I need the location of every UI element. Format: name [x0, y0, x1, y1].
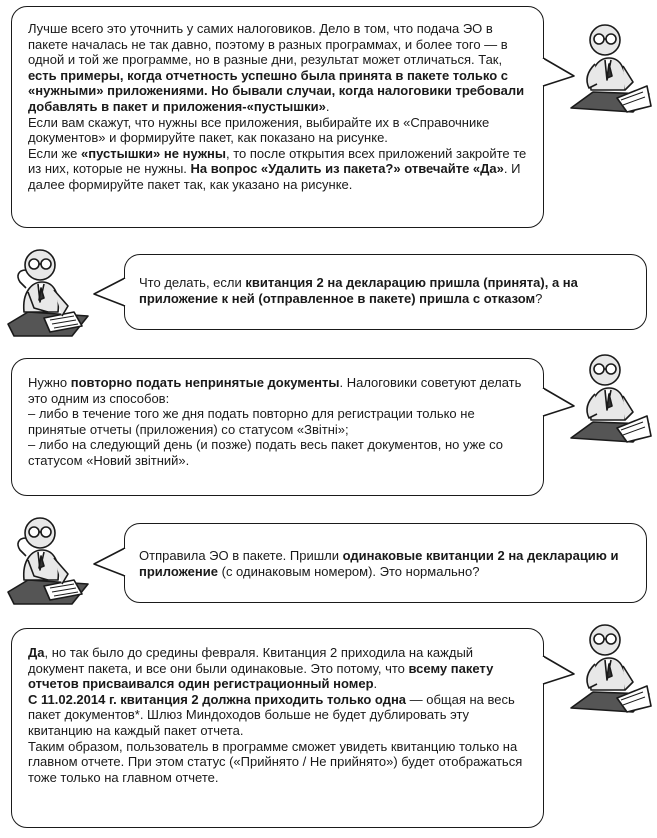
paragraph	[28, 146, 527, 193]
text-segment: , то после открытия всех приложений закройте те из них, которые не нужны.	[28, 145, 527, 177]
speech-bubble-5	[11, 628, 544, 828]
consultant-figure-icon	[563, 620, 653, 716]
paragraph	[28, 739, 527, 786]
bold-text: всему пакету отчетов присваивался один регистрационный номер	[28, 660, 494, 692]
bold-text: повторно подать непринятые документы	[70, 375, 340, 390]
bold-text: есть примеры, когда отчетность успешно была принята в пакете только с «нужными» приложениями. Но бывали случаи, когда налоговики требовали добавлять в пакет и приложения-«пустышки»	[28, 67, 525, 114]
paragraph	[28, 21, 527, 115]
consultant-figure-icon	[563, 20, 653, 116]
bold-text: Да	[28, 645, 45, 660]
bubble-4-tail	[88, 540, 128, 590]
speech-bubble-2	[124, 254, 647, 330]
speech-bubble-1	[11, 6, 544, 228]
bold-text: На вопрос «Удалить из пакета?» отвечайте «Да»	[190, 161, 504, 177]
text-segment: – либо на следующий день (и позже) подать весь пакет документов, но уже со статусом «Новий звітний».	[28, 437, 504, 468]
text-segment: — общая на весь пакет документов*. Шлюз Миндоходов больше не будет дублировать эту квитанцию на каждый пакет отчета.	[28, 691, 515, 738]
text-segment: Нужно	[28, 375, 71, 390]
text-segment: , но так было до средины февраля. Квитанция 2 приходила на каждый документ пакета, и все они были одинаковые. Это потому, что	[28, 645, 474, 676]
user-figure-icon	[4, 514, 94, 610]
paragraph	[28, 645, 527, 692]
bubble-3-text	[28, 375, 527, 469]
text-segment: . Налоговики советуют делать это одним из способов:	[28, 375, 522, 406]
text-segment: (с одинаковым номером). Это нормально?	[218, 563, 480, 579]
paragraph	[28, 437, 527, 468]
bubble-2-text	[139, 275, 628, 306]
bold-text: одинаковые квитанции 2 на декларацию и приложение	[139, 548, 619, 579]
bubble-5-text	[28, 645, 527, 785]
bubble-4-text	[139, 548, 628, 579]
text-segment: Что делать, если	[139, 275, 246, 290]
text-segment: .	[373, 676, 378, 692]
speech-bubble-3	[11, 358, 544, 496]
text-segment: Если вам скажут, что нужны все приложения, выбирайте их в «Справочнике документов» и формируйте пакет, как показано на рисунке.	[28, 114, 490, 146]
user-figure-icon	[4, 246, 94, 342]
bubble-1-text	[28, 21, 527, 193]
consultant-figure-icon	[563, 350, 653, 446]
paragraph	[28, 115, 527, 146]
bold-text: квитанция 2 на декларацию пришла (принята), а на приложение к ней (отправленное в пакете) пришла с отказом	[139, 275, 578, 306]
paragraph	[139, 275, 628, 306]
text-segment: Если же	[28, 145, 82, 161]
text-segment: ?	[535, 290, 543, 306]
bubble-2-tail	[88, 270, 128, 320]
text-segment: Отправила ЭО в пакете. Пришли	[139, 548, 343, 563]
paragraph	[28, 375, 527, 406]
text-segment: . И далее формируйте пакет так, как указано на рисунке.	[28, 161, 521, 192]
text-segment: Таким образом, пользователь в программе сможет увидеть квитанцию только на главном отчете. При этом статус («Прийнято / Не прийнято») будет отображаться тоже только на главном отчете.	[28, 738, 523, 785]
text-segment: – либо в течение того же дня подать повторно для регистрации только не принятые отчеты (приложения) со статусом «Звітні»;	[28, 406, 475, 437]
text-segment: .	[325, 98, 330, 114]
paragraph	[139, 548, 628, 579]
bold-text: «пустышки» не нужны	[81, 145, 226, 161]
text-segment: Лучше всего это уточнить у самих налоговиков. Дело в том, что подача ЭО в пакете началась не так давно, поэтому в разных программах, и более того — в одной и той же программе, но в разные дни, результат может отличаться. Так,	[28, 21, 508, 68]
paragraph	[28, 406, 527, 437]
paragraph	[28, 692, 527, 739]
speech-bubble-4	[124, 523, 647, 603]
bold-text: С 11.02.2014 г. квитанция 2 должна приходить только одна	[28, 691, 407, 707]
